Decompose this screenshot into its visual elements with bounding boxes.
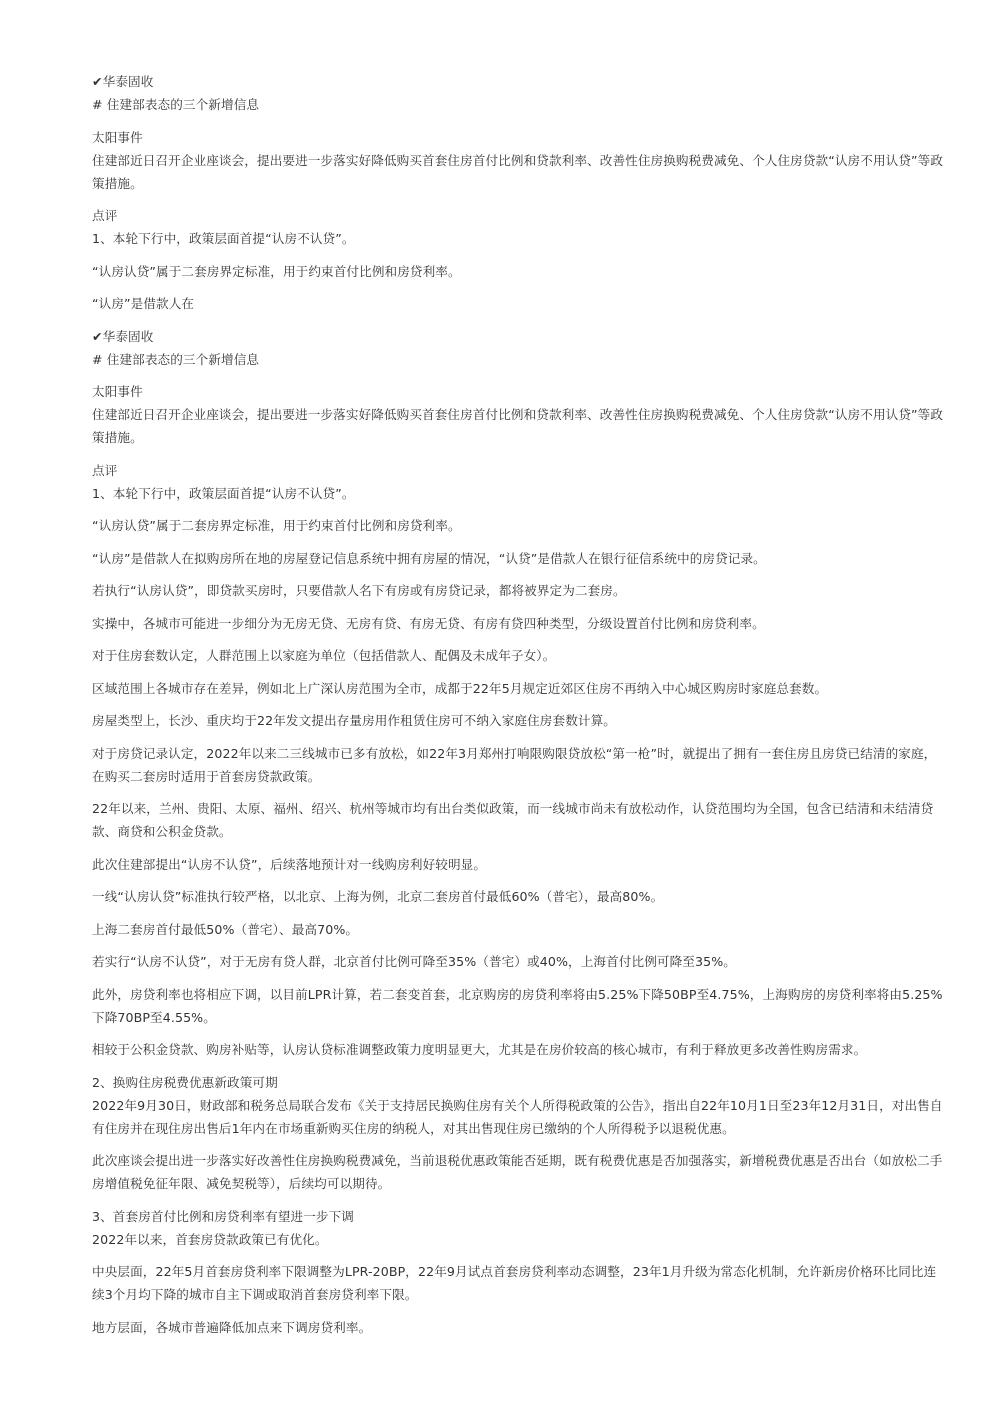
event-label: 太阳事件	[92, 129, 143, 145]
paragraph: 实操中，各城市可能进一步细分为无房无贷、无房有贷、有房无贷、有房有贷四种类型，分级设置首付比例和房贷利率。	[92, 615, 765, 631]
paragraph: 此外，房贷利率也将相应下调，以目前LPR计算，若二套变首套，北京购房的房贷利率将由5.25%下降50BP至4.75%，上海购房的房贷利率将由5.25%下降70BP至4.55%。	[92, 986, 943, 1025]
paragraph: 此次座谈会提出进一步落实好改善性住房换购税费减免，当前退税优惠政策能否延期，既有税费优惠是否加强落实，新增税费优惠是否出台（如放松二手房增值税免征年限、减免契税等），后续均可以期待。	[92, 1153, 943, 1191]
document-page	[92, 70, 944, 1348]
paragraph: 中央层面，22年5月首套房贷利率下限调整为LPR-20BP，22年9月试点首套房贷利率动态调整，23年1月升级为常态化机制，允许新房价格环比同比连续3个月均下降的城市自主下调或取消首套房贷利率下限。	[92, 1264, 937, 1302]
paragraph: “认房”是借款人在拟购房所在地的房屋登记信息系统中拥有房屋的情况，“认贷”是借款人在银行征信系统中的房贷记录。	[92, 550, 766, 566]
point-heading: 1、本轮下行中，政策层面首提“认房不认贷”。	[92, 231, 355, 246]
point-heading: 3、首套房首付比例和房贷利率有望进一步下调	[92, 1208, 354, 1224]
paragraph: 若实行“认房不认贷”，对于无房有贷人群，北京首付比例可降至35%（普宅）或40%，上海首付比例可降至35%。	[92, 954, 736, 969]
event-label: 太阳事件	[92, 384, 143, 399]
paragraph: 一线“认房认贷”标准执行较严格，以北京、上海为例，北京二套房首付最低60%（普宅），最高80%。	[92, 889, 664, 904]
event-text: 住建部近日召开企业座谈会，提出要进一步落实好降低购买首套住房首付比例和贷款利率、改善性住房换购税费减免、个人住房贷款“认房不用认贷”等政策措施。	[92, 407, 944, 445]
paragraph: 相较于公积金贷款、购房补贴等，认房认贷标准调整政策力度明显更大，尤其是在房价较高的核心城市，有利于释放更多改善性购房需求。	[92, 1042, 867, 1057]
paragraph: 上海二套房首付最低50%（普宅）、最高70%。	[92, 921, 359, 937]
event-text: 住建部近日召开企业座谈会，提出要进一步落实好降低购买首套住房首付比例和贷款利率、改善性住房换购税费减免、个人住房贷款“认房不用认贷”等政策措施。	[92, 152, 944, 191]
section-title: # 住建部表态的三个新增信息	[92, 351, 260, 367]
brand-line: ✔华泰固收	[92, 328, 154, 344]
point-heading: 1、本轮下行中，政策层面首提“认房不认贷”。	[92, 485, 355, 501]
paragraph: 区域范围上各城市存在差异，例如北上广深认房范围为全市，成都于22年5月规定近郊区住房不再纳入中心城区购房时家庭总套数。	[92, 680, 828, 696]
second-block	[92, 325, 944, 1339]
section-title: # 住建部表态的三个新增信息	[92, 97, 260, 112]
paragraph: 地方层面，各城市普遍降低加点来下调房贷利率。	[92, 1319, 372, 1335]
paragraph: 若执行“认房认贷”，即贷款买房时，只要借款人名下有房或有房贷记录，都将被界定为二套房。	[92, 583, 626, 598]
paragraph: 2022年9月30日，财政部和税务总局联合发布《关于支持居民换购住房有关个人所得税政策的公告》，指出自22年10月1日至23年12月31日，对出售自有住房并在现住房出售后1年内在市场重新购买住房的纳税人，对其出售现住房已缴纳的个人所得税予以退税优惠。	[92, 1097, 943, 1136]
paragraph: 22年以来，兰州、贵阳、太原、福州、绍兴、杭州等城市均有出台类似政策，而一线城市尚未有放松动作，认贷范围均为全国，包含已结清和未结清贷款、商贷和公积金贷款。	[92, 801, 934, 839]
paragraph: “认房认贷”属于二套房界定标准，用于约束首付比例和房贷利率。	[92, 263, 461, 279]
paragraph: 对于房贷记录认定，2022年以来二三线城市已多有放松，如22年3月郑州打响限购限贷放松“第一枪”时，就提出了拥有一套住房且房贷已结清的家庭，在购买二套房时适用于首套房贷款政策。	[92, 745, 937, 784]
paragraph: 此次住建部提出“认房不认贷”，后续落地预计对一线购房利好较明显。	[92, 856, 487, 872]
comment-label: 点评	[92, 208, 118, 223]
paragraph: “认房认贷”属于二套房界定标准，用于约束首付比例和房贷利率。	[92, 518, 461, 533]
paragraph: 房屋类型上，长沙、重庆均于22年发文提出存量房用作租赁住房可不纳入家庭住房套数计算。	[92, 713, 616, 728]
paragraph: “认房”是借款人在	[92, 296, 195, 311]
brand-line: ✔华泰固收	[92, 74, 154, 89]
point-heading: 2、换购住房税费优惠新政策可期	[92, 1074, 278, 1090]
paragraph: 2022年以来，首套房贷款政策已有优化。	[92, 1231, 328, 1247]
paragraph: 对于住房套数认定，人群范围上以家庭为单位（包括借款人、配偶及未成年子女）。	[92, 648, 556, 663]
comment-label: 点评	[92, 462, 118, 478]
first-block	[92, 70, 944, 315]
